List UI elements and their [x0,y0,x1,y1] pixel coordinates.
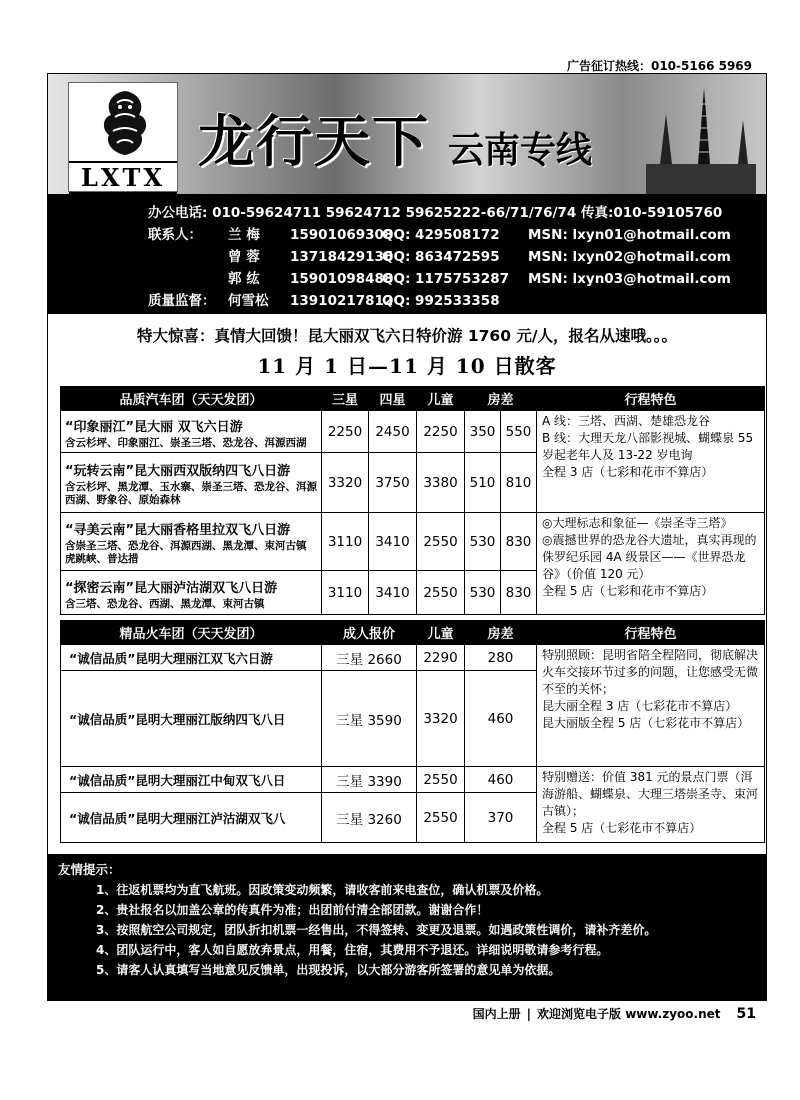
tip-item: 4、团队运行中，客人如自愿放弃景点，用餐，住宿，其费用不予退还。详细说明敬请参考行程。 [96,943,609,957]
tour-name: “印象丽江”昆大丽 双飞六日游 [65,419,243,435]
table-row [61,513,765,571]
tip-item: 2、贵社报名以加盖公章的传真件为准；出团前付清全部团款。谢谢合作！ [96,903,489,917]
table-row [61,411,765,453]
train-tour-table [60,620,765,843]
tour-name: “玩转云南”昆大丽西双版纳四飞八日游 [65,464,291,479]
hotline: 广告征订热线：010-5166 5969 [566,59,752,73]
header-banner [48,74,766,314]
table-header [61,621,765,645]
tour-name: “诚信品质”昆明大理丽江泸沽湖双飞八 [61,793,322,843]
banner-photo [48,74,766,194]
room-diff-b: 550 [501,411,537,453]
footer-section: 国内上册 [472,1007,521,1021]
table-row [61,767,765,793]
col-header: 房差 [465,387,537,411]
room-diff: 460 [465,767,537,793]
tips-title: 友情提示： [58,862,121,877]
tour-detail: 含云杉坪、印象丽江、崇圣三塔、恐龙谷、洱源西湖 [65,436,307,449]
room-diff-b: 830 [501,513,537,571]
price-3star: 2250 [322,411,369,453]
contact-msn: MSN: lxyn01@hotmail.com [528,227,731,243]
tour-name: “探密云南”昆大丽泸沽湖双飞八日游 [65,580,278,596]
tour-cell [61,513,322,571]
col-header: 精品火车团（天天发团） [61,621,322,645]
contact-label: 联系人： [148,227,202,243]
col-header: 行程特色 [537,621,765,645]
contact-row [148,268,731,290]
price-child: 3320 [417,671,465,767]
tour-detail: 含三塔、恐龙谷、西湖、黑龙潭、束河古镇 [65,597,265,610]
table-header [61,387,765,411]
price-child: 2290 [417,645,465,671]
price-child: 2250 [417,411,465,453]
table-row [61,645,765,671]
contact-phone: 13718429136 [290,249,394,265]
col-header: 房差 [465,621,537,645]
room-diff-a: 530 [465,513,501,571]
room-diff: 460 [465,671,537,767]
contact-qq: QQ: 863472595 [382,249,500,265]
feature-cell: ◎大理标志和象征—《崇圣寺三塔》 ◎震撼世界的恐龙谷大遗址，真实再现的侏罗纪乐园 4A 级景区——《世界恐龙谷》（价值 120 元） 全程 5 店（七彩和花市不算店） [537,513,765,615]
col-header: 行程特色 [537,387,765,411]
bus-tour-table [60,386,765,615]
price-child: 2550 [417,793,465,843]
title-sub: 云南专线 [448,129,593,171]
feature-cell: 特别赠送：价值 381 元的景点门票（洱海游船、蝴蝶泉、大理三塔崇圣寺、束河古镇）； 全程 5 店（七彩花市不算店） [537,767,765,843]
supervisor-row [148,290,731,312]
contact-qq: QQ: 1175753287 [382,271,509,287]
logo [68,82,178,192]
tour-detail: 含云杉坪、黑龙潭、玉水寨、崇圣三塔、恐龙谷、洱源西湖、野象谷、原始森林 [65,481,317,506]
office-phone: 办公电话: 010-59624711 59624712 59625222-66/71/76/74 传真:010-59105760 [148,205,723,221]
contact-msn: MSN: lxyn03@hotmail.com [528,271,731,287]
supervisor-phone: 13910217812 [290,293,394,309]
contact-msn: MSN: lxyn02@hotmail.com [528,249,731,265]
contact-row [148,224,731,246]
footer-slogan[interactable]: 欢迎浏览电子版 www.zyoo.net [537,1007,721,1021]
date-heading: 11 月 1 日—11 月 10 日散客 [257,354,557,378]
room-diff-a: 350 [465,411,501,453]
col-header: 成人报价 [322,621,417,645]
contact-phone: 15901098488 [290,271,394,287]
page-number: 51 [736,1005,756,1022]
col-header: 四星 [369,387,417,411]
page-footer [473,1005,756,1022]
tour-name: “诚信品质”昆明大理丽江版纳四飞八日 [61,671,322,767]
price-3star: 3110 [322,513,369,571]
tip-item: 3、按照航空公司规定，团队折扣机票一经售出，不得签转、变更及退票。如遇政策性调价，请补齐差价。 [96,923,657,937]
tip-item: 5、请客人认真填写当地意见反馈单，出现投诉，以大部分游客所签署的意见单为依据。 [96,963,561,977]
room-diff: 370 [465,793,537,843]
contact-block [148,202,731,312]
price-child: 2550 [417,767,465,793]
price-child: 2550 [417,513,465,571]
price-child: 3380 [417,453,465,513]
supervisor-name: 何雪松 [228,293,269,309]
price-3star: 3320 [322,453,369,513]
room-diff-a: 510 [465,453,501,513]
ad-page [47,73,767,1001]
price-4star: 2450 [369,411,417,453]
col-header: 儿童 [417,621,465,645]
col-header: 三星 [322,387,369,411]
contact-row [148,246,731,268]
contact-name: 郭 纮 [228,271,260,287]
price-adult: 三星 3390 [322,767,417,793]
col-header: 品质汽车团（天天发团） [61,387,322,411]
room-diff-b: 810 [501,453,537,513]
footer-separator: | [526,1006,532,1021]
title-main: 龙行天下 [198,109,430,175]
price-adult: 三星 2660 [322,645,417,671]
feature-cell: 特别照顾：昆明省陪全程陪同，彻底解决火车交接环节过多的问题，让您感受无微不至的关怀； 昆大丽全程 3 店（七彩花市不算店） 昆大丽版全程 5 店（七彩花市不算店） [537,645,765,767]
price-adult: 三星 3260 [322,793,417,843]
promo-banner: 特大惊喜：真情大回馈！昆大丽双飞六日特价游 1760 元/人，报名从速哦。。。 [136,327,678,345]
price-4star: 3410 [369,571,417,615]
tip-item: 1、往返机票均为直飞航班。因政策变动频繁，请收客前来电查位，确认机票及价格。 [96,883,549,897]
tour-name: “诚信品质”昆明大理丽江双飞六日游 [61,645,322,671]
supervisor-label: 质量监督： [148,293,216,309]
contact-phone: 15901069308 [290,227,394,243]
price-4star: 3750 [369,453,417,513]
contact-name: 兰 梅 [228,227,260,243]
price-3star: 3110 [322,571,369,615]
tour-cell [61,453,322,513]
room-diff-a: 530 [465,571,501,615]
col-header: 儿童 [417,387,465,411]
pagoda-icon [646,84,756,194]
tour-name: “诚信品质”昆明大理丽江中甸双飞八日 [61,767,322,793]
tour-detail: 含崇圣三塔、恐龙谷、洱源西湖、黑龙潭、束河古镇 虎跳峡、普达措 [65,540,307,565]
room-diff: 280 [465,645,537,671]
contact-name: 曾 蓉 [228,249,260,265]
price-4star: 3410 [369,513,417,571]
feature-cell: A 线：三塔、西湖、楚雄恐龙谷 B 线：大理天龙八部影视城、蝴蝶泉 55 岁起老年人及 13-22 岁电询 全程 3 店（七彩和花市不算店） [537,411,765,513]
dragon-icon [97,87,153,159]
tour-cell [61,571,322,615]
logo-text: LXTX [69,161,177,194]
contact-qq: QQ: 429508172 [382,227,500,243]
price-child: 2550 [417,571,465,615]
tips-panel [48,854,766,1000]
tour-cell [61,411,322,453]
price-adult: 三星 3590 [322,671,417,767]
room-diff-b: 830 [501,571,537,615]
tour-name: “寻美云南”昆大丽香格里拉双飞八日游 [65,523,291,538]
supervisor-qq: QQ: 992533358 [382,293,500,309]
tips-list [96,880,656,980]
